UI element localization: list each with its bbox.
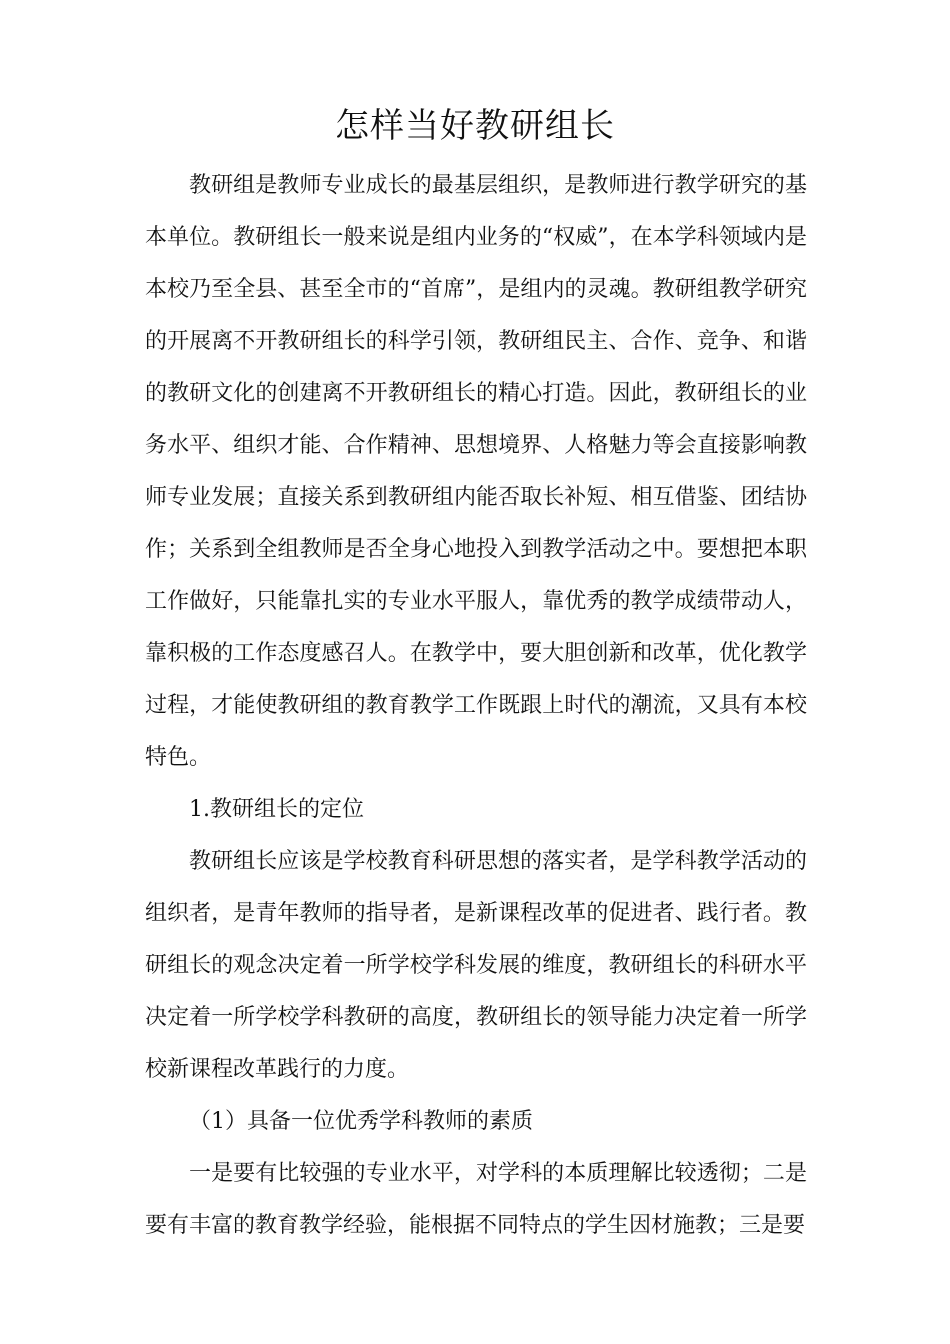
intro-paragraph: 教研组是教师专业成长的最基层组织，是教师进行教学研究的基本单位。教研组长一般来说是组内业务的“权威”，在本学科领域内是本校乃至全县、甚至全市的“首席”，是组内的灵魂。教研组教学研究的开展离不开教研组长的科学引领，教研组民主、合作、竞争、和谐的教研文化的创建离不开教研组长的精心打造。因此，教研组长的业务水平、组织才能、合作精神、思想境界、人格魅力等会直接影响教师专业发展；直接关系到教研组内能否取长补短、相互借鉴、团结协作；关系到全组教师是否全身心地投入到教学活动之中。要想把本职工作做好，只能靠扎实的专业水平服人，靠优秀的教学成绩带动人，靠积极的工作态度感召人。在教学中，要大胆创新和改革，优化教学过程，才能使教研组的教育教学工作既跟上时代的潮流，又具有本校特色。 [145,173,807,770]
document-title: 怎样当好教研组长 [335,106,615,146]
document-body [145,160,807,1252]
subsection-heading-qualities: （1）具备一位优秀学科教师的素质 [189,1109,533,1134]
positioning-paragraph: 教研组长应该是学校教育科研思想的落实者，是学科教学活动的组织者，是青年教师的指导者，是新课程改革的促进者、践行者。教研组长的观念决定着一所学校学科发展的维度，教研组长的科研水平决定着一所学校学科教研的高度，教研组长的领导能力决定着一所学校新课程改革践行的力度。 [145,849,807,1082]
section-heading-positioning: 1.教研组长的定位 [189,797,364,822]
qualities-paragraph: 一是要有比较强的专业水平，对学科的本质理解比较透彻；二是要有丰富的教育教学经验，能根据不同特点的学生因材施教；三是要 [145,1161,807,1238]
